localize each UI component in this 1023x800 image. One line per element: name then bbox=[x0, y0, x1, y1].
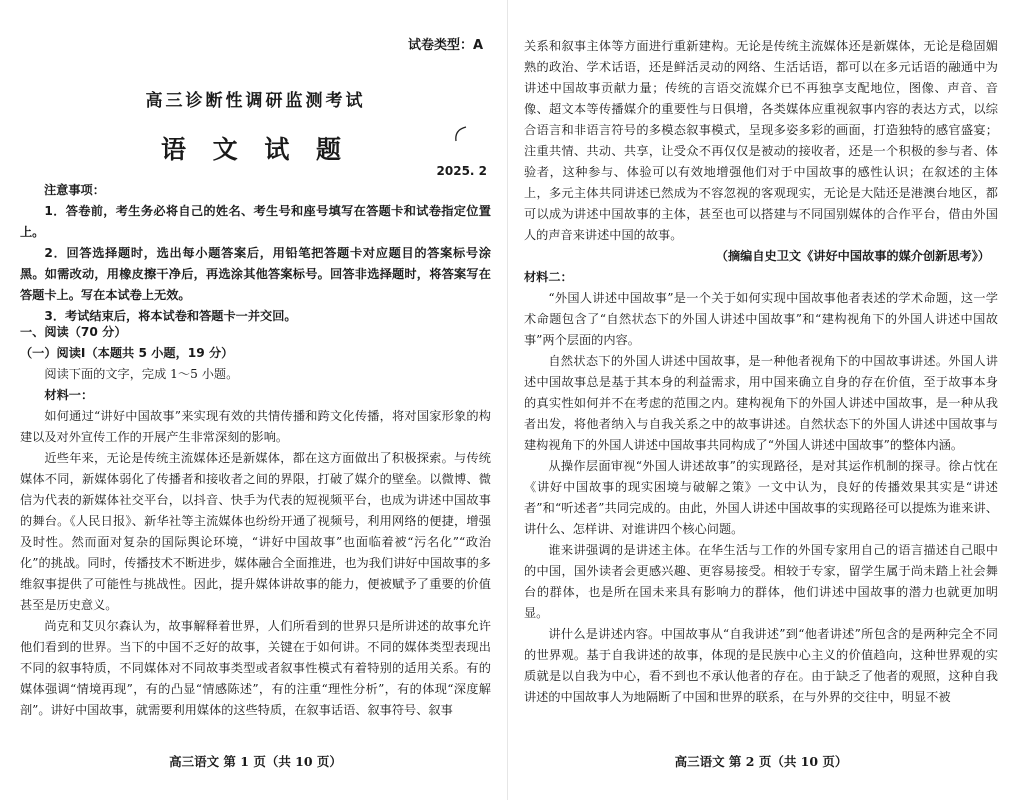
section-heading: 一、阅读（70 分） bbox=[20, 325, 127, 339]
material-2-paragraph: “外国人讲述中国故事”是一个关于如何实现中国故事他者表述的学术命题，这一学术命题包含了“自然状态下的外国人讲述中国故事”和“建构视角下的外国人讲述中国故事”两个层面的内容。 bbox=[524, 291, 998, 347]
pen-stroke-icon bbox=[452, 125, 470, 143]
material-1-paragraph: 近些年来，无论是传统主流媒体还是新媒体，都在这方面做出了积极探索。与传统媒体不同，新媒体弱化了传播者和接收者之间的界限，打破了媒介的壁垒。以微博、微信为代表的新媒体社交平台，以抖音、快手为代表的短视频平台，也成为讲述中国故事的舞台。《人民日报》、新华社等主流媒体也纷纷开通了视频号，利用网络的便捷，增强及时性。然而面对复杂的国际舆论环境，“讲好中国故事”也面临着被“污名化”“政治化”的挑战。同时，传播技术不断进步，媒体融合全面推进，也为我们讲好中国故事的多维叙事提供了可能性与挑战性。因此，提升媒体讲故事的能力，便被赋予了重要的价值甚至是历史意义。 bbox=[20, 451, 491, 612]
material-1-label: 材料一： bbox=[44, 388, 94, 402]
page-2-body bbox=[524, 36, 998, 708]
reading-instruction: 阅读下面的文字，完成 1～5 小题。 bbox=[44, 367, 239, 381]
material-1-paragraph: 尚克和艾贝尔森认为，故事解释着世界，人们所看到的世界只是所讲述的故事允许他们看到的世界。当下的中国不乏好的故事，关键在于如何讲。不同的媒体类型表现出不同的叙事特质，不同媒体对不同故事类型或者叙事性模式有着特别的适用关系。有的媒体强调“情境再现”，有的凸显“情感陈述”，有的注重“理性分析”，有的体现“深度解剖”。讲好中国故事，就需要利用媒体的这些特质，在叙事话语、叙事符号、叙事 bbox=[20, 619, 491, 717]
subject-title: 语 文 试 题 bbox=[160, 135, 351, 164]
reading-block bbox=[20, 322, 491, 721]
material-2-label: 材料二： bbox=[524, 270, 573, 284]
exam-type-label: 试卷类型：A bbox=[407, 38, 483, 53]
subsection-heading: （一）阅读Ⅰ（本题共 5 小题，19 分） bbox=[20, 346, 234, 360]
notice-block bbox=[20, 180, 491, 327]
material-2-paragraph: 讲什么是讲述内容。中国故事从“自我讲述”到“他者讲述”所包含的是两种完全不同的世界观。基于自我讲述的故事，体现的是民族中心主义的价值趋向，这种世界观的实质就是以自我为中心，看不到也不承认他者的存在。由于缺乏了他者的观照，这种自我讲述的中国故事人为地隔断了中国和世界的联系，在与外界的交往中，明显不被 bbox=[524, 627, 998, 704]
page-divider bbox=[507, 0, 508, 800]
page-2 bbox=[524, 0, 998, 800]
material-1-paragraph: 如何通过“讲好中国故事”来实现有效的共情传播和跨文化传播，将对国家形象的构建以及对外宣传工作的开展产生非常深刻的影响。 bbox=[20, 409, 491, 444]
material-1-continuation: 关系和叙事主体等方面进行重新建构。无论是传统主流媒体还是新媒体，无论是稳固媚熟的政治、学术话语，还是鲜活灵动的网络、生活话语，都可以在多元话语的融通中为讲述中国故事贡献力量；传统的言语交流媒介已不再独享支配地位，图像、声音、音像、超文本等传播媒介的重要性与日俱增，各类媒体应重视叙事内容的表达方式，以综合语言和非语言符号的多模态叙事模式，呈现多姿多彩的画面，打造独特的感官盛宴；注重共情、共动、共享，让受众不再仅仅是被动的接收者，还是一个积极的参与者、体验者，这种参与、体验可以有效地增强他们对于中国故事的感性认识；在叙述的主体上，多元主体共同讲述已然成为不容忽视的客观现实，无论是大陆还是港澳台地区，都可以成为讲述中国故事的主体，甚至也可以搭建与不同国别媒体的合作平台，借由外国人的声音来讲述中国的故事。 bbox=[524, 39, 998, 242]
notice-item-2: 2．回答选择题时，选出每小题答案后，用铅笔把答题卡对应题目的答案标号涂黑。如需改动，用橡皮擦干净后，再选涂其他答案标号。回答非选择题时，将答案写在答题卡上。写在本试卷上无效。 bbox=[20, 246, 491, 302]
page-1 bbox=[20, 0, 491, 800]
page-2-footer: 高三语文 第 2 页（共 10 页） bbox=[674, 754, 848, 769]
notice-item-1: 1．答卷前，考生务必将自己的姓名、考生号和座号填写在答题卡和试卷指定位置上。 bbox=[20, 204, 491, 239]
notice-item-3: 3．考试结束后，将本试卷和答题卡一并交回。 bbox=[44, 309, 297, 323]
exam-date: 2025. 2 bbox=[436, 164, 487, 178]
notice-heading: 注意事项： bbox=[44, 183, 105, 197]
material-2-paragraph: 从操作层面审视“外国人讲述故事”的实现路径，是对其运作机制的探寻。徐占忱在《讲好中国故事的现实困境与破解之策》一文中认为，良好的传播效果其实是“讲述者”和“听述者”共同完成的。由此，外国人讲述中国故事的实现路径可以提炼为谁来讲、讲什么、怎样讲、对谁讲四个核心问题。 bbox=[524, 459, 998, 536]
material-2-paragraph: 谁来讲强调的是讲述主体。在华生活与工作的外国专家用自己的语言描述自己眼中的中国，国外读者会更感兴趣、更容易接受。相较于专家，留学生属于尚未踏上社会舞台的群体，也是所在国未来具有影响力的群体，他们讲述中国故事的潜力也就更加明显。 bbox=[524, 543, 998, 620]
material-2-paragraph: 自然状态下的外国人讲述中国故事，是一种他者视角下的中国故事讲述。外国人讲述中国故事总是基于其本身的利益需求，用中国来确立自身的存在价值，至于故事本身的真实性如何并不在考虑的范围之内。建构视角下的外国人讲述中国故事，是一种从我者出发，将他者纳入与自我关系之中的故事讲述。自然状态下的外国人讲述中国故事与建构视角下的外国人讲述中国故事共同构成了“外国人讲述中国故事”的整体内涵。 bbox=[524, 354, 998, 452]
exam-title: 高三诊断性调研监测考试 bbox=[145, 91, 366, 111]
page-1-footer: 高三语文 第 1 页（共 10 页） bbox=[169, 754, 342, 769]
material-1-citation: （摘编自史卫文《讲好中国故事的媒介创新思考》） bbox=[715, 249, 990, 263]
